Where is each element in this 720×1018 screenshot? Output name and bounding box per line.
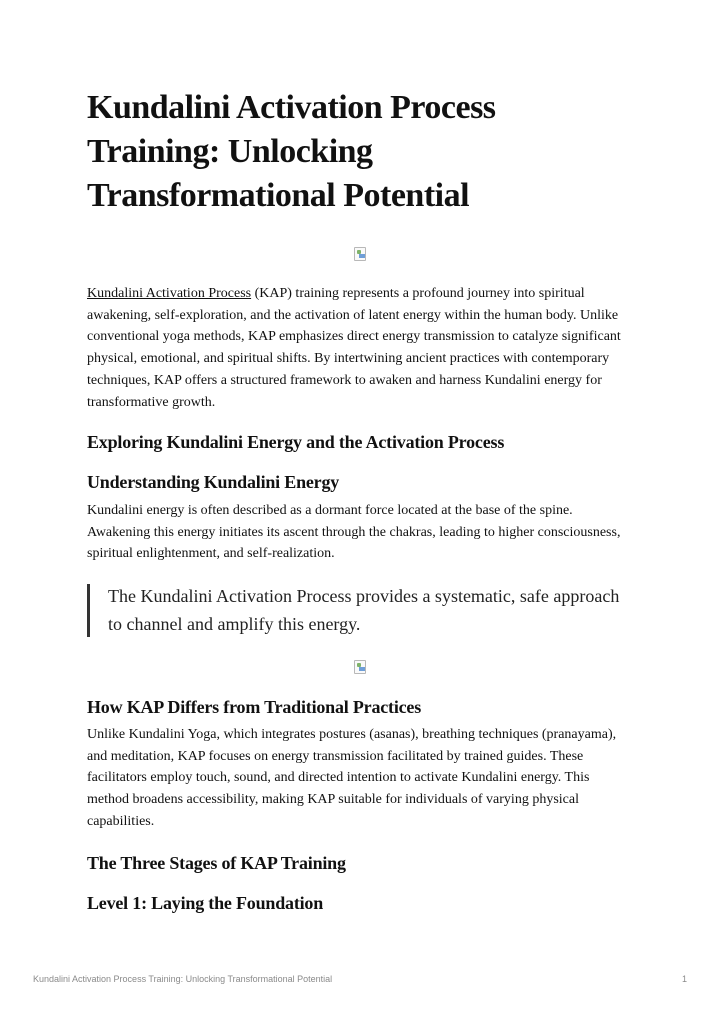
subheading-level1: Level 1: Laying the Foundation bbox=[87, 893, 324, 913]
footer-title: Kundalini Activation Process Training: Unlocking Transformational Potential bbox=[33, 974, 333, 984]
understanding-paragraph: Kundalini energy is often described as a dormant force located at the base of the spine. Awakening this energy initiates its ascent through the chakras, leading to higher consciousness, spiritual enlightenment, and self-realization. bbox=[87, 503, 621, 562]
intro-text: (KAP) training represents a profound journey into spiritual awakening, self-exploration, and the activation of latent energy within the human body. Unlike conventional yoga methods, KAP emphasizes direct energy transmission to catalyze significant physical, emotional, and spiritual shifts. By intertwining ancient practices with contemporary techniques, KAP offers a structured framework to awaken and harness Kundalini energy for transformative growth. bbox=[87, 286, 621, 410]
broken-image-icon bbox=[354, 660, 366, 674]
subheading-understanding: Understanding Kundalini Energy bbox=[87, 472, 340, 492]
section-heading-exploring: Exploring Kundalini Energy and the Activation Process bbox=[87, 432, 505, 452]
pull-quote bbox=[87, 584, 627, 637]
subheading-differs: How KAP Differs from Traditional Practices bbox=[87, 697, 422, 717]
differs-paragraph: Unlike Kundalini Yoga, which integrates postures (asanas), breathing techniques (pranayama), and meditation, KAP focuses on energy transmission facilitated by trained guides. These facilitators employ touch, sound, and directed intention to activate Kundalini energy. This method broadens accessibility, making KAP suitable for individuals of varying physical capabilities. bbox=[87, 727, 617, 829]
intro-paragraph bbox=[87, 283, 627, 413]
kap-link[interactable]: Kundalini Activation Process bbox=[87, 286, 252, 301]
broken-image-icon bbox=[354, 247, 366, 261]
section-heading-stages: The Three Stages of KAP Training bbox=[87, 853, 346, 873]
page-title: Kundalini Activation Process Training: Unlocking Transformational Potential bbox=[87, 89, 496, 214]
footer-page-number: 1 bbox=[682, 974, 688, 984]
pull-quote-text: The Kundalini Activation Process provides a systematic, safe approach to channel and amplify this energy. bbox=[108, 586, 620, 634]
